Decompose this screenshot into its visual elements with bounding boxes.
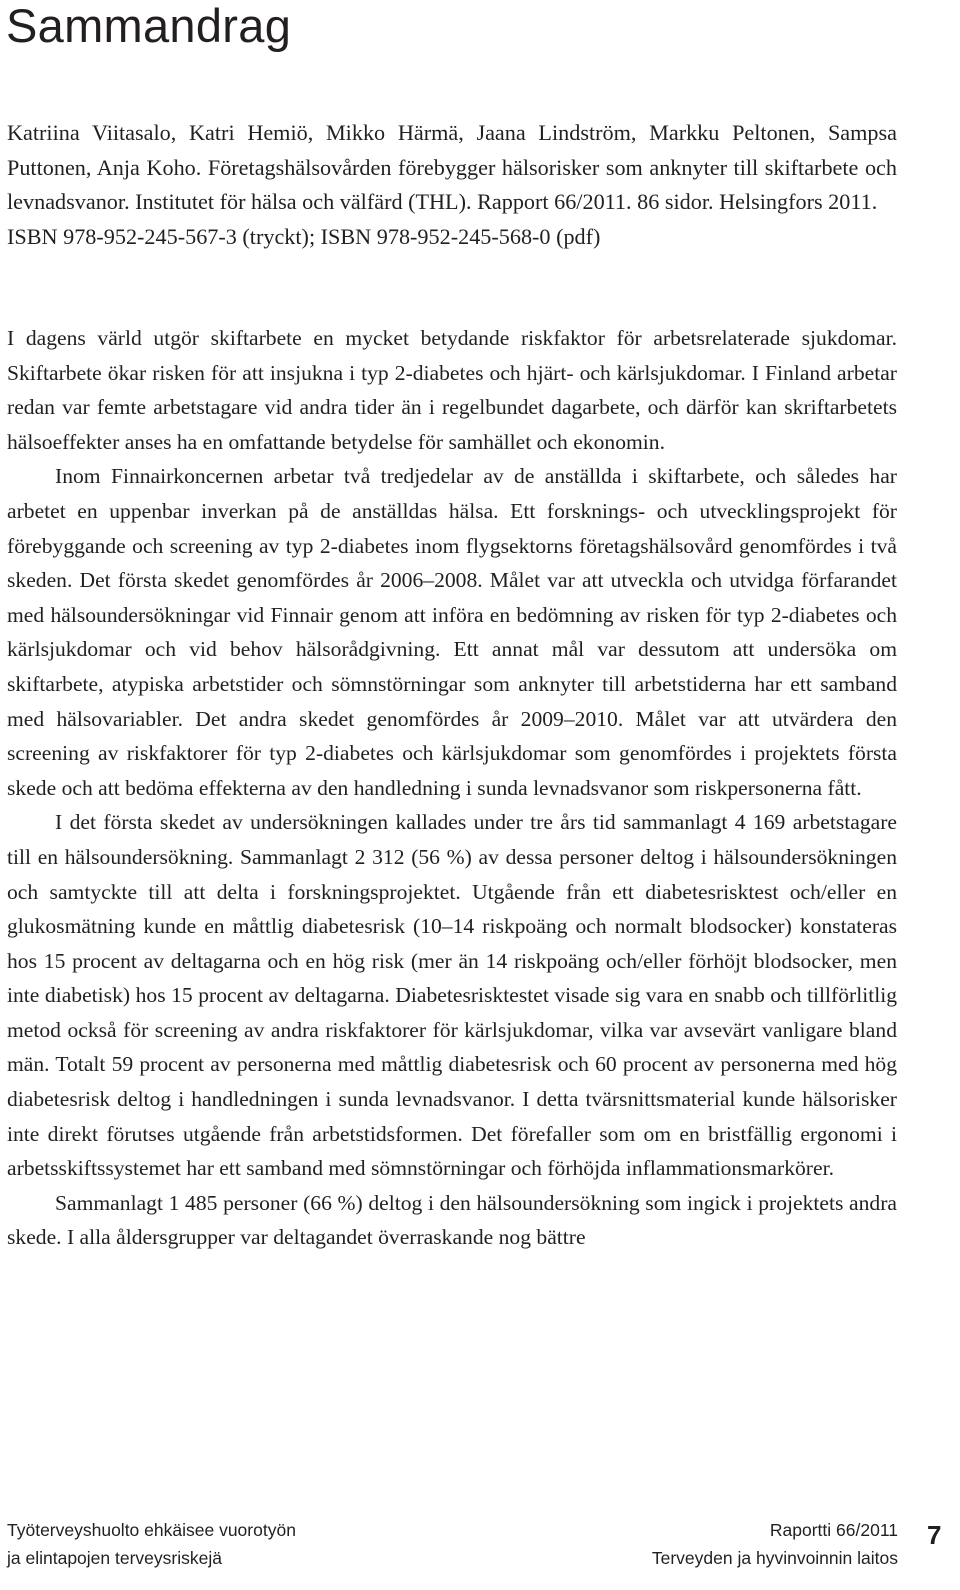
citation-authors-title: Katriina Viitasalo, Katri Hemiö, Mikko Härmä, Jaana Lindström, Markku Peltonen, Sampsa Puttonen, Anja Koho. Företagshälsovården förebygger hälsorisker som anknyter till skiftarbete och levnadsvanor. Institutet för hälsa och välfärd (THL). Rapport 66/2011. 86 sidor. Helsingfors 2011. <box>7 120 897 215</box>
footer-left-line1: Työterveyshuolto ehkäisee vuorotyön <box>7 1520 296 1540</box>
summary-body <box>7 321 897 1255</box>
page-footer <box>0 1516 960 1576</box>
paragraph: Sammanlagt 1 485 personer (66 %) deltog i den hälsoundersökning som ingick i projektets andra skede. I alla åldersgrupper var deltagandet överraskande nog bättre <box>7 1190 897 1250</box>
footer-report-info <box>652 1516 898 1572</box>
paragraph: I dagens värld utgör skiftarbete en mycket betydande riskfaktor för arbetsrelaterade sjukdomar. Skiftarbete ökar risken för att insjukna i typ 2-diabetes och hjärt- och kärlsjukdomar. I Finland arbetar redan var femte arbetstagare vid andra tider än i regelbundet dagarbete, och därför kan skriftarbetets hälsoeffekter anses ha en omfattande betydelse för samhället och ekonomin. <box>7 326 897 454</box>
citation-isbn: ISBN 978-952-245-567-3 (tryckt); ISBN 978-952-245-568-0 (pdf) <box>7 224 601 250</box>
page-number: 7 <box>927 1520 942 1550</box>
footer-series-title <box>7 1516 296 1572</box>
page-title: Sammandrag <box>6 0 292 52</box>
footer-left-line2: ja elintapojen terveysriskejä <box>7 1548 222 1568</box>
paragraph: Inom Finnairkoncernen arbetar två tredjedelar av de anställda i skiftarbete, och således har arbetet en uppenbar inverkan på de anställdas hälsa. Ett forsknings- och utvecklingsprojekt för förebyggande och screening av typ 2-diabetes inom flygsektorns företagshälsovård genomfördes i två skeden. Det första skedet genomfördes år 2006–2008. Målet var att utveckla och utvidga förfarandet med hälsoundersökningar vid Finnair genom att införa en bedömning av risken för typ 2-diabetes och kärlsjukdomar och vid behov hälsorådgivning. Ett annat mål var dessutom att undersöka om skiftarbete, atypiska arbetstider och sömnstörningar som anknyter till arbetstiderna har ett samband med hälsovariabler. Det andra skedet genomfördes år 2009–2010. Målet var att utvärdera den screening av riskfaktorer för typ 2-diabetes och kärlsjukdomar som genomfördes i projektets första skede och att bedöma effekterna av den handledning i sunda levnadsvanor som riskpersonerna fått. <box>7 464 897 800</box>
paragraph: I det första skedet av undersökningen kallades under tre års tid sammanlagt 4 169 arbetstagare till en hälsoundersökning. Sammanlagt 2 312 (56 %) av dessa personer deltog i hälsoundersökningen och samtyckte till att delta i forskningsprojektet. Utgående från ett diabetesrisktest och/eller en glukosmätning kunde en måttlig diabetesrisk (10–14 riskpoäng och normalt blodsocker) konstateras hos 15 procent av deltagarna och en hög risk (mer än 14 riskpoäng och/eller förhöjt blodsocker, men inte diabetisk) hos 15 procent av deltagarna. Diabetesrisktestet visade sig vara en snabb och tillförlitlig metod också för screening av andra riskfaktorer för kärlsjukdomar, vilka var avsevärt vanligare bland män. Totalt 59 procent av personerna med måttlig diabetesrisk och 60 procent av personerna med hög diabetesrisk deltog i handledningen i sunda levnadsvanor. I detta tvärsnittsmaterial kunde hälsorisker inte direkt förutses utgående från arbetstidsformen. Det förefaller som om en bristfällig ergonomi i arbetsskiftssystemet har ett samband med sömnstörningar och förhöjda inflammationsmarkörer. <box>7 810 897 1181</box>
footer-right-line1: Raportti 66/2011 <box>769 1520 898 1540</box>
citation <box>7 116 897 255</box>
footer-right-line2: Terveyden ja hyvinvoinnin laitos <box>651 1548 898 1568</box>
